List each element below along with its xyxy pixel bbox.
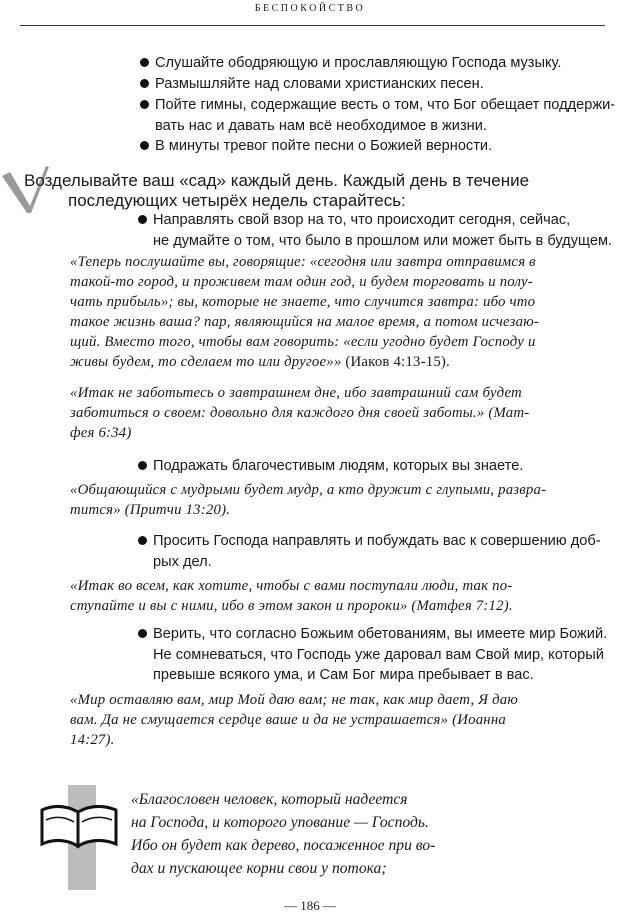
practice-bullet: Направлять свой взор на то, что происходит сегодня, сейчас, не думайте о том, что было в прошлом или может быть в будущем.: [137, 210, 612, 251]
bullet-item: Слушайте ободряющую и прославляющую Господа музыку.: [139, 53, 561, 74]
scripture-quote: «Итак не заботьтесь о завтрашнем дне, ибо завтрашний сам будет заботиться о своем: довольно для каждого дня своей заботы.» (Мат- фея 6:34): [70, 385, 530, 441]
bullet-item: Пойте гимны, содержащие весть о том, что Бог обещает поддержи- вать нас и давать нам всё необходимое в жизни.: [139, 95, 615, 136]
scripture-quote: «Мир оставляю вам, мир Мой даю вам; не так, как мир дает, Я даю вам. Да не смущается сердце ваше и да не устрашается» (Иоанна 14:27).: [70, 692, 519, 748]
intro-line-1: Возделывайте ваш «сад» каждый день. Каждый день в течение: [24, 171, 530, 190]
practice-bullet: Верить, что согласно Божьим обетованиям, вы имеете мир Божий. Не сомневаться, что Господь уже даровал вам Свой мир, который превыше всякого ума, и Сам Бог мира пребывает в вас.: [137, 624, 607, 686]
scripture-quote: «Теперь послушайте вы, говорящие: «сегодня или завтра отправимся в такой-то город, и проживем там один год, и будем торговать и полу- чать прибыль»; вы, которые не знаете, что случится завтра: ибо что такое жизнь ваша? пар, являющийся на малое время, а потом исчезаю- щий. Вместо того, чтобы вам говорить: «если угодно будет Господу и живы будем, то сделаем то или другое»» (Иаков 4:13-15).: [70, 254, 539, 370]
bullet-item: Размышляйте над словами христианских песен.: [139, 74, 484, 95]
open-book-icon: [38, 800, 120, 850]
header-rule: [20, 25, 605, 26]
scripture-quote: «Общающийся с мудрыми будет мудр, а кто дружит с глупыми, развра- тится» (Притчи 13:20).: [70, 482, 547, 518]
running-header: БЕСПОКОЙСТВО: [254, 3, 366, 14]
intro-line-2: последующих четырёх недель старайтесь:: [68, 191, 406, 210]
scripture-quote: «Итак во всем, как хотите, чтобы с вами поступали люди, так по- ступайте и вы с ними, ибо в этом закон и пророки» (Матфея 7:12).: [70, 578, 513, 614]
page-number: — 186 —: [284, 898, 336, 913]
blessing-quote: «Благословен человек, который надеется на Господа, и которого упование — Господь. Ибо он будет как дерево, посаженное при во- дах и пускающее корни свои у потока;: [131, 791, 436, 877]
bullet-item: В минуты тревог пойте песни о Божией верности.: [139, 136, 492, 157]
practice-bullet: Подражать благочестивым людям, которых вы знаете.: [137, 456, 523, 477]
practice-bullet: Просить Господа направлять и побуждать вас к совершению доб- рых дел.: [137, 531, 601, 572]
scripture-reference: (Иаков 4:13-15).: [341, 354, 450, 370]
